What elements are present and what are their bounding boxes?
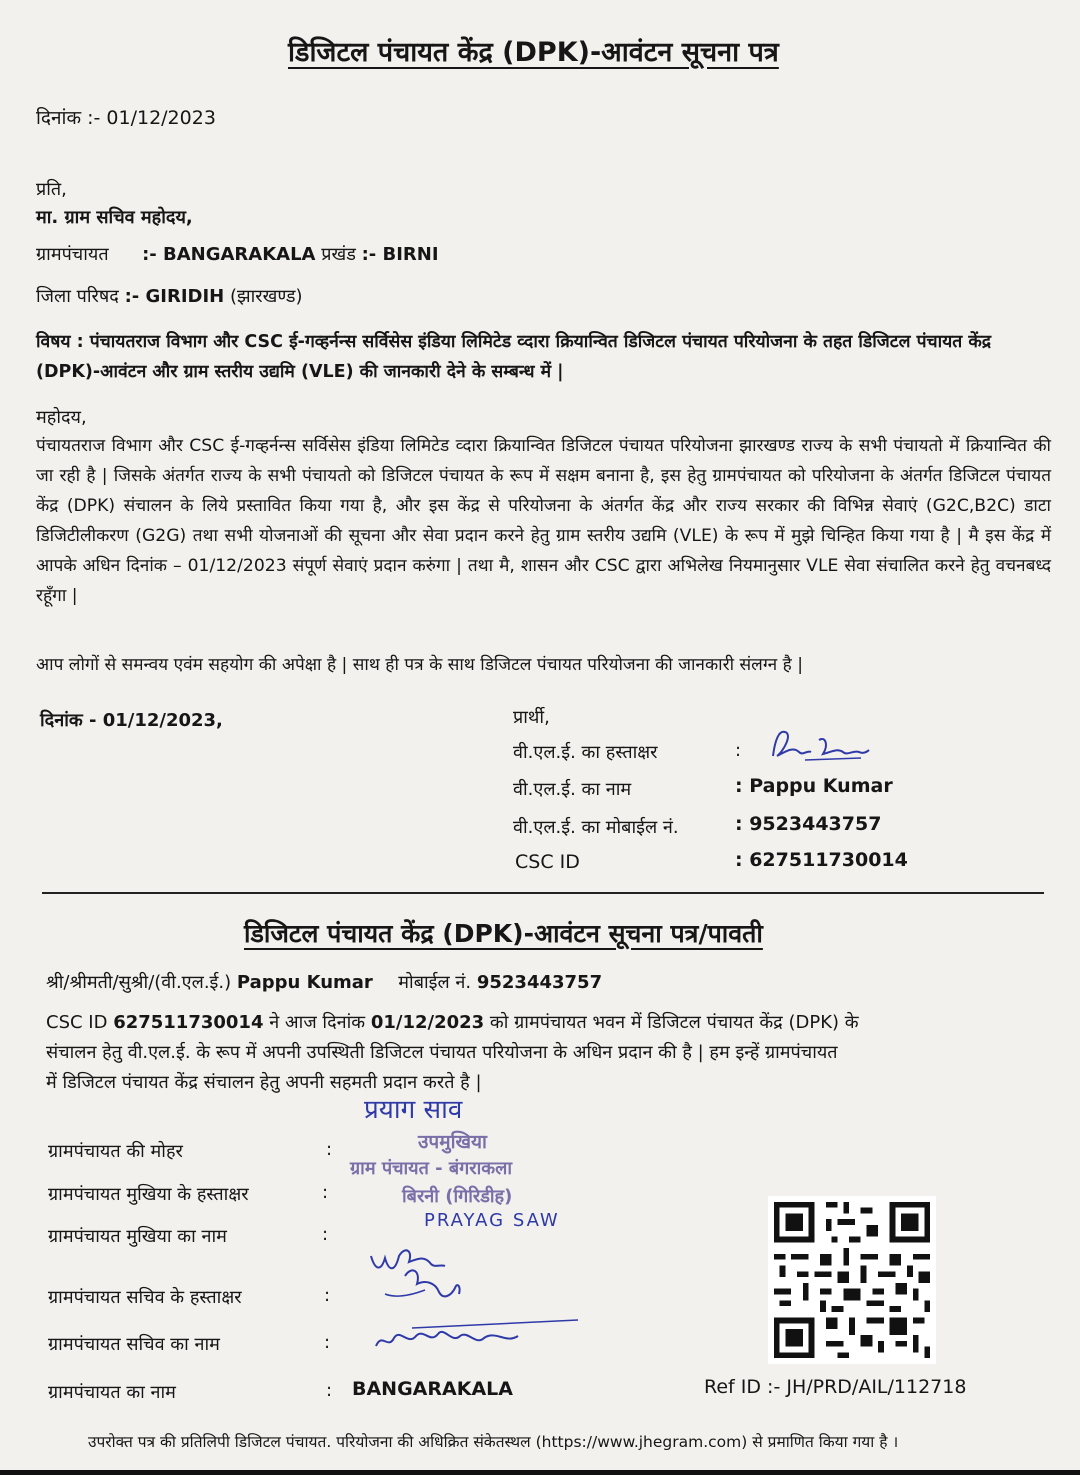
qr-code-icon	[768, 1196, 936, 1364]
block-value: :- BIRNI	[361, 244, 439, 265]
receipt-title: डिजिटल पंचायत केंद्र (DPK)-आवंटन सूचना पत्र/पावती	[244, 919, 763, 948]
gram-panchayat-label: ग्रामपंचायत	[36, 244, 109, 265]
field-sachiv-name-label: ग्रामपंचायत सचिव का नाम	[48, 1334, 220, 1355]
district-value: :- GIRIDIH	[124, 286, 225, 307]
receipt-vle-name: Pappu Kumar	[236, 972, 373, 993]
bottom-border	[0, 1470, 1080, 1475]
mukhiya-signature-image	[365, 1236, 485, 1316]
handwritten-name: PRAYAG SAW	[424, 1210, 560, 1231]
applicant-heading: प्रार्थी,	[513, 707, 550, 728]
sign-date: दिनांक - 01/12/2023,	[40, 710, 223, 731]
stamp-line-3: बिरनी (गिरिडीह)	[402, 1186, 513, 1207]
vle-signature-image	[765, 722, 875, 770]
field-gp-name-label: ग्रामपंचायत का नाम	[48, 1382, 176, 1403]
body-paragraph-1: पंचायतराज विभाग और CSC ई-गव्हर्नन्स सर्विसेस इंडिया लिमिटेड व्दारा क्रियान्वित डिजिटल पंचायत परियोजना झारखण्ड राज्य के सभी पंचायतो में क्रियान्वित की जा रही है | जिसके अंतर्गत राज्य के सभी पंचायतो को डिजिटल पंचायत के रूप में सक्षम बनाना है, इस हेतु ग्रामपंचायत को परियोजना के अंतर्गत डिजिटल पंचायत केंद्र (DPK) संचालन के लिये प्रस्तावित किया गया है, और इस केंद्र से परियोजना के अंतर्गत केंद्र और राज्य सरकार की विभिन्न सेवाएं (G2C,B2C) डाटा डिजिटीलीकरण (G2G) तथा सभी योजनाओं की सूचना और सेवा प्रदान करने हेतु ग्राम स्तरीय उद्यमि (VLE) के रूप में मुझे चिन्हित किया गया है | मै इस केंद्र में आपके अधिन दिनांक – 01/12/2023 संपूर्ण सेवाएं प्रदान करुंगा | तथा मै, शासन और CSC द्वारा अभिलेख नियमानुसार VLE सेवा संचालित करने हेतु वचनबध्द रहूँगा |	[36, 436, 1051, 606]
block-label: प्रखंड	[321, 244, 356, 265]
stamp-line-1: उपमुखिया	[418, 1131, 487, 1153]
vle-signature-label: वी.एल.ई. का हस्ताक्षर	[513, 742, 658, 763]
vle-signature-colon: :	[735, 740, 742, 761]
vle-name-label: वी.एल.ई. का नाम	[513, 779, 632, 800]
field-mukhiya-name-colon: :	[322, 1224, 329, 1245]
body-paragraph-2: आप लोगों से समन्वय एवंम सहयोग की अपेक्षा है | साथ ही पत्र के साथ डिजिटल पंचायत परियोजना की जानकारी संलग्न है |	[36, 655, 804, 675]
field-seal-label: ग्रामपंचायत की मोहर	[48, 1141, 183, 1162]
district-line	[36, 284, 303, 308]
letter-date: दिनांक :- 01/12/2023	[36, 107, 216, 129]
vle-mobile-value: : 9523443757	[735, 813, 882, 835]
csc-id-value: : 627511730014	[735, 849, 908, 871]
field-sachiv-name-colon: :	[324, 1332, 331, 1353]
field-gp-name-value: BANGARAKALA	[352, 1378, 513, 1400]
receipt-text-b: को ग्रामपंचायत भवन में डिजिटल पंचायत केंद्र (DPK) के	[489, 1012, 859, 1033]
field-mukhiya-sig-colon: :	[322, 1182, 329, 1203]
footer-note: उपरोक्त पत्र की प्रतिलिपी डिजिटल पंचायत. परियोजना की अधिक्रित संकेतस्थल (https://www.jhegram.com) से प्रमाणित किया गया है ।	[88, 1433, 899, 1451]
field-mukhiya-name-label: ग्रामपंचायत मुखिया का नाम	[48, 1226, 227, 1247]
field-gp-name-colon: :	[326, 1380, 333, 1401]
receipt-date: 01/12/2023	[370, 1012, 485, 1033]
gram-panchayat-value: :- BANGARAKALA	[142, 244, 316, 265]
receipt-mobile: 9523443757	[476, 972, 603, 993]
field-seal-colon: :	[326, 1139, 333, 1160]
handwritten-top: प्रयाग साव	[364, 1095, 463, 1125]
salutation: महोदय,	[36, 407, 87, 428]
receipt-csc-id: 627511730014	[113, 1012, 264, 1033]
receipt-csc-prefix: CSC ID	[46, 1012, 108, 1033]
field-sachiv-sig-label: ग्रामपंचायत सचिव के हस्ताक्षर	[48, 1287, 242, 1308]
state-label: (झारखण्ड)	[229, 286, 303, 307]
sachiv-signature-image	[372, 1316, 592, 1360]
field-sachiv-sig-colon: :	[324, 1285, 331, 1306]
addressee-name: मा. ग्राम सचिव महोदय,	[36, 207, 193, 228]
receipt-line-2: संचालन हेतु वी.एल.ई. के रूप में अपनी उपस्थिती डिजिटल पंचायत परियोजना के अधिन प्रदान की है | हम इन्हें ग्रामपंचायत	[46, 1042, 838, 1063]
receipt-vle-line	[46, 970, 602, 994]
page-title: डिजिटल पंचायत केंद्र (DPK)-आवंटन सूचना पत्र	[288, 37, 779, 68]
vle-name-value: : Pappu Kumar	[735, 775, 893, 797]
vle-mobile-label: वी.एल.ई. का मोबाईल नं.	[513, 817, 679, 838]
stamp-line-2: ग्राम पंचायत - बंगराकला	[350, 1158, 512, 1179]
receipt-vle-prefix: श्री/श्रीमती/सुश्री/(वी.एल.ई.)	[46, 972, 232, 993]
district-label: जिला परिषद	[36, 286, 119, 307]
receipt-mobile-prefix: मोबाईल नं.	[398, 972, 472, 993]
reference-id: Ref ID :- JH/PRD/AIL/112718	[704, 1376, 967, 1398]
receipt-line-3: में डिजिटल पंचायत केंद्र संचालन हेतु अपनी सहमती प्रदान करते है |	[46, 1072, 482, 1093]
csc-id-label: CSC ID	[515, 851, 580, 873]
addressee-to: प्रति,	[36, 179, 67, 200]
section-divider	[42, 892, 1044, 894]
field-mukhiya-sig-label: ग्रामपंचायत मुखिया के हस्ताक्षर	[48, 1184, 249, 1205]
receipt-text-a: ने आज दिनांक	[269, 1012, 366, 1033]
receipt-line-1	[46, 1010, 859, 1034]
gram-panchayat-line	[36, 242, 439, 266]
subject: विषय : पंचायतराज विभाग और CSC ई-गव्हर्नन्स सर्विसेस इंडिया लिमिटेड व्दारा क्रियान्वित डिजिटल पंचायत परियोजना के तहत डिजिटल पंचायत केंद्र (DPK)-आवंटन और ग्राम स्तरीय उद्यमि (VLE) की जानकारी देने के सम्बन्ध में |	[36, 332, 992, 382]
